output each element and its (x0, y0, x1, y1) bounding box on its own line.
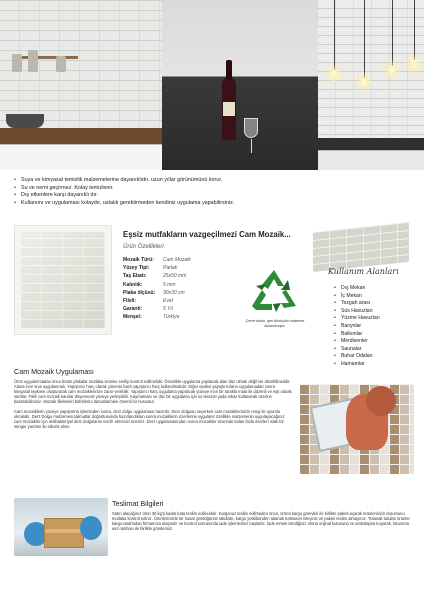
spec-value: 5 Yıl (163, 306, 173, 313)
delivery-photo (14, 498, 108, 556)
spec-row (123, 305, 191, 313)
kitchen-photo-middle (162, 0, 318, 170)
feature-item: • Dış etkenlere karşı dayanıklı dır. (14, 192, 414, 200)
jar (56, 56, 66, 72)
usage-item: • Merdivenler (334, 338, 380, 346)
spec-value: Parlak (163, 265, 178, 272)
wall-shelf (18, 56, 78, 59)
delivery-text: Satın alacağınız ürün 30 kg'a kadar kata teslim edilecektir. Kargonuz teslim edilmeden önce, ürünü kargo görevlisi ile birlikte paketi açarak ürünlerinizin durumunu mutlaka kontrol ediniz. Ürünlerinizde bir hasar gördüğünüz takdirde, kargo yetkilisinden tutanak tutmasını isteyiniz ve paketi teslim almayınız. Tutanak tutulan ürünler kargo tarafından firmamıza ulaştırılır ve kontrol sonrasında iade işlemleriniz başlatılır. İade etmek istediğiniz ürünü orijinal kutusuna ve ambalajına koyarak, faturanın asıl nüshası ile birlikte gönderiniz. (112, 511, 410, 532)
mosaic-tile-sample (21, 232, 105, 328)
wine-glass (244, 118, 258, 138)
pendant-lamp (414, 0, 415, 60)
application-title: Cam Mozaik Uygulaması (14, 367, 94, 376)
spec-value: 30x30 cm (163, 289, 185, 296)
feature-item: • Suya ve kimyasal temizlik malzemelerine dayanıklıdır, uzun yıllar görünümünü korur. (14, 177, 414, 185)
usage-item: • Süs Havuzları (334, 308, 380, 316)
spec-key: Taş Ebatı: (123, 273, 147, 280)
application-paragraph: Cam mozaiklerin yüzeye yapıştırma işleminden sonra, derz dolgu uygulaması hazırdır. Derz dolgusu seçerken cam mozaiklerinizin rengi ile uyumlu olmalıdır. Derz Dolgu malzemesi talimatlar doğrultusunda hazırlandıktan sonra mozaiklerin üzerlerine uygulanır özellikle malzemenin uygulayacağınız cam mozaikler için antibakteriyel derz dolgularını tercih etmenizi öneririz. Derz uygulamasından sonra mozaikler üzerinde kalan fazla derzleri ıslak bir sünger yardımı ile silerek alınır. (14, 409, 285, 430)
usage-title: Kullanım Alanları (328, 267, 399, 276)
spec-row (123, 256, 191, 264)
spec-key: Garanti: (123, 306, 143, 313)
feature-item: • Kullanımı ve uygulaması kolaydır, ustalık gerektirmeden kendiniz uygulama yapabilirsiniz. (14, 200, 414, 208)
spec-key: Plaka ölçüsü: (123, 289, 156, 296)
hand-glove (346, 394, 388, 450)
product-image (14, 225, 112, 335)
product-title: Eşsiz mutfakların vazgeçilmezi Cam Mozaik... (123, 230, 291, 239)
kitchen-photo-left (0, 0, 162, 170)
delivery-title: Teslimat Bilgileri (112, 499, 164, 508)
usage-item: • Buhar Odaları (334, 353, 380, 361)
jar (28, 50, 38, 72)
wine-bottle (222, 78, 236, 140)
pan (6, 114, 44, 128)
recycle-icon (248, 268, 300, 314)
usage-item: • İç Mekan (334, 293, 380, 301)
spec-value: Evet (163, 298, 174, 305)
pendant-lamp (392, 0, 393, 66)
spec-row (123, 272, 191, 280)
usage-item: • Tezgah arası (334, 300, 380, 308)
pendant-lamp (364, 0, 365, 78)
spec-key: Mozaik Türü: (123, 257, 154, 263)
usage-item: • Yüzme Havuzları (334, 315, 380, 323)
lamp-bulb (361, 78, 367, 86)
cabinet (318, 150, 424, 170)
feature-item: • Su ve nemi geçirmez. Kolay temizlenir. (14, 185, 414, 193)
application-paragraph: Ürün uygulanmadan önce bütün plakalar mutlaka zemine serilip kontrol edilmelidir. Öncelikle uygulama yapılacak alan düz olmalı değil ise düzeltilmelidir. Alana ince sıva uygulanmalı. Yapıştırıcı harç olarak çimento bazlı yapıştırıcı harç kullanılmalıdır. Diğer epoksi yapıştırıcıların uygulamadan sonra kimyasal tepkime oluşturarak cam mozaiklerinize zarar verebilir. Yapıştırıcı harç uygulama yapılacak yüzeye ince bir tarakla mala ile düzenli ve eşit olarak sürülür. Fileli cam mozaik karolar döşenecek yüzeye yerleştirilir. Kaymaması ve düz bir uygulama için su terazisi yada tokaz kullanarak üzerine bastırabilirsiniz. Mozaik filelerinin birbirlerini tamamlaması önemli bir husustur. (14, 379, 292, 405)
specs-heading: Ürün Özellikleri (123, 244, 164, 250)
usage-item: • Dış Mekan (334, 285, 380, 293)
usage-item: • Saunalar (334, 346, 380, 354)
spec-key: Fileli: (123, 298, 137, 305)
application-photo (300, 384, 414, 474)
lamp-bulb (331, 70, 337, 78)
spec-value: 25x50 mm (163, 273, 187, 280)
lamp-bulb (411, 60, 417, 68)
spec-row (123, 281, 191, 289)
jar (12, 54, 22, 72)
spec-row (123, 297, 191, 305)
feature-list (14, 177, 414, 207)
pendant-lamp (334, 0, 335, 70)
cardboard-box (44, 518, 84, 548)
application-text (14, 379, 292, 434)
usage-item: • Balkonlar (334, 331, 380, 339)
spec-row (123, 264, 191, 272)
kitchen-photo-banner (0, 0, 424, 170)
spec-row (123, 313, 191, 321)
spec-row (123, 289, 191, 297)
usage-list (334, 285, 380, 369)
countertop (0, 128, 162, 144)
spec-key: Kalınlık: (123, 281, 143, 288)
countertop (318, 138, 424, 150)
kitchen-photo-right (318, 0, 424, 170)
spec-key: Menşei: (123, 314, 142, 321)
lamp-bulb (389, 66, 395, 74)
cabinet (0, 144, 162, 170)
spec-value: Türkiye (163, 314, 180, 321)
recycle-caption: Çevre dostu, geri dönüşüm malzeme kullanılmıştır. (245, 319, 305, 328)
hand-glove (80, 516, 102, 540)
usage-tile-image (313, 222, 409, 272)
spec-list (123, 256, 191, 322)
spec-value: 5 mm (163, 281, 176, 288)
spec-key: Yüzey Tipi: (123, 265, 150, 272)
usage-item: • Banyolar (334, 323, 380, 331)
usage-item: • Hamamlar (334, 361, 380, 369)
spec-value: Cam Mozaik (163, 257, 191, 263)
